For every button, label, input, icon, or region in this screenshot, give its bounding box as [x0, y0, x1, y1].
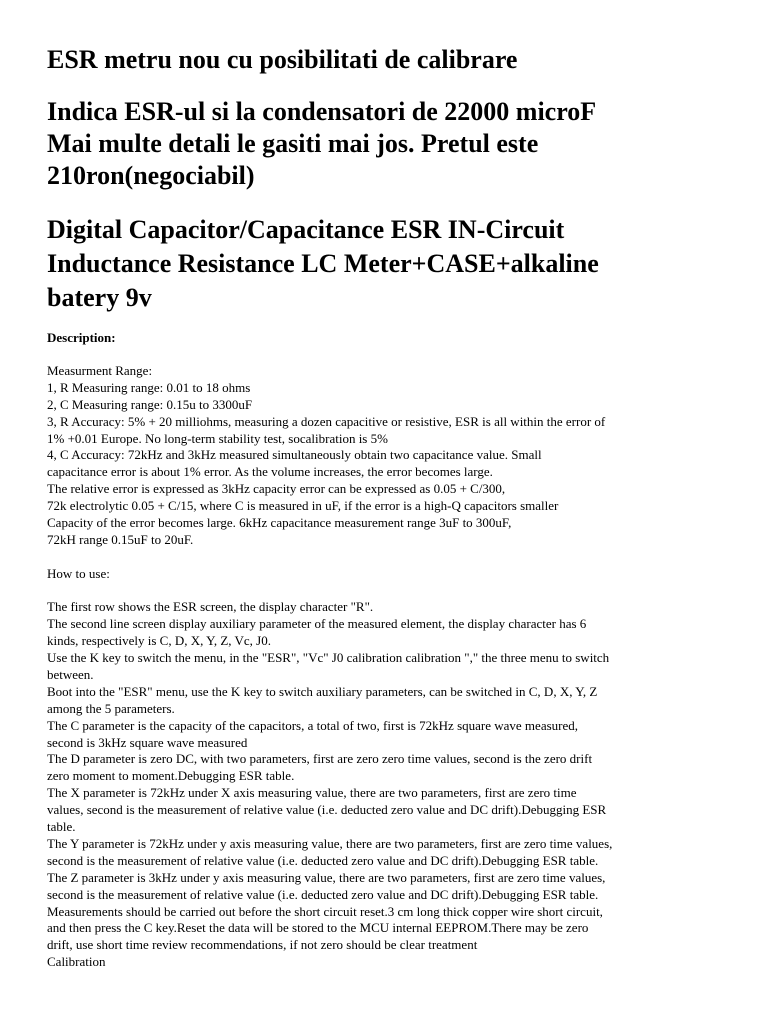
description-line: 3, R Accuracy: 5% + 20 milliohms, measuring a dozen capacitive or resistive, ESR is all within the error of: [47, 413, 606, 429]
price-subtitle: [47, 96, 747, 192]
product-heading: [47, 213, 747, 315]
description-line: The second line screen display auxiliary parameter of the measured element, the display character has 6: [47, 616, 587, 632]
description-line: among the 5 parameters.: [47, 700, 175, 716]
description-line: drift, use short time review recommendations, if not zero should be clear treatment: [47, 937, 478, 953]
description-line: 4, C Accuracy: 72kHz and 3kHz measured simultaneously obtain two capacitance value. Small: [47, 447, 542, 463]
description-line: 1, R Measuring range: 0.01 to 18 ohms: [47, 379, 251, 395]
description-line: second is the measurement of relative value (i.e. deducted zero value and DC drift).Debugging ESR table.: [47, 852, 599, 868]
description-line: The first row shows the ESR screen, the display character "R".: [47, 599, 374, 615]
description-line: capacitance error is about 1% error. As the volume increases, the error becomes large.: [47, 464, 493, 480]
description-line: The C parameter is the capacity of the capacitors, a total of two, first is 72kHz square wave measured,: [47, 717, 578, 733]
blank-line: [47, 549, 737, 566]
description-line: kinds, respectively is C, D, X, Y, Z, Vc, J0.: [47, 633, 271, 649]
description-line: The Z parameter is 3kHz under y axis measuring value, there are two parameters, first are zero time values,: [47, 869, 606, 885]
description-line: table.: [47, 819, 76, 835]
description-line: and then press the C key.Reset the data will be stored to the MCU internal EEPROM.There may be zero: [47, 920, 589, 936]
subtitle-line: 210ron(negociabil): [47, 161, 255, 190]
product-heading-line: Digital Capacitor/Capacitance ESR IN-Circuit: [47, 215, 565, 244]
product-heading-line: batery 9v: [47, 283, 152, 312]
subtitle-line: Mai multe detali le gasiti mai jos. Pretul este: [47, 129, 539, 158]
description-line: 72k electrolytic 0.05 + C/15, where C is measured in uF, if the error is a high-Q capacitors smaller: [47, 498, 559, 514]
description-label: Description:: [47, 330, 116, 345]
page-title: ESR metru nou cu posibilitati de calibrare: [47, 45, 518, 74]
description-line: second is 3kHz square wave measured: [47, 734, 248, 750]
blank-line: [47, 583, 737, 600]
description-line: How to use:: [47, 565, 110, 581]
description-line: Measurment Range:: [47, 363, 153, 378]
description-line: The Y parameter is 72kHz under y axis measuring value, there are two parameters, first are zero time values,: [47, 835, 613, 851]
description-line: Use the K key to switch the menu, in the "ESR", "Vc" J0 calibration calibration "," the three menu to switch: [47, 650, 610, 666]
description-line: Calibration: [47, 954, 106, 970]
description-line: values, second is the measurement of relative value (i.e. deducted zero value and DC drift).Debugging ESR: [47, 802, 607, 818]
subtitle-line: Indica ESR-ul si la condensatori de 22000 microF: [47, 97, 597, 126]
description-line: Capacity of the error becomes large. 6kHz capacitance measurement range 3uF to 300uF,: [47, 515, 512, 531]
description-line: The D parameter is zero DC, with two parameters, first are zero zero time values, second is the zero drift: [47, 751, 593, 767]
description-line: Boot into the "ESR" menu, use the K key to switch auxiliary parameters, can be switched in C, D, X, Y, Z: [47, 683, 598, 699]
description-line: 2, C Measuring range: 0.15u to 3300uF: [47, 396, 253, 412]
description-line: between.: [47, 667, 94, 683]
description-line: Measurements should be carried out before the short circuit reset.3 cm long thick copper wire short circuit,: [47, 903, 603, 919]
description-body: [47, 363, 737, 971]
product-heading-line: Inductance Resistance LC Meter+CASE+alkaline: [47, 249, 599, 278]
description-line: 1% +0.01 Europe. No long-term stability test, socalibration is 5%: [47, 430, 388, 446]
description-line: The relative error is expressed as 3kHz capacity error can be expressed as 0.05 + C/300,: [47, 481, 506, 497]
description-line: second is the measurement of relative value (i.e. deducted zero value and DC drift).Debugging ESR table.: [47, 886, 599, 902]
description-line: 72kH range 0.15uF to 20uF.: [47, 531, 194, 547]
description-line: zero moment to moment.Debugging ESR table.: [47, 768, 295, 784]
description-line: The X parameter is 72kHz under X axis measuring value, there are two parameters, first are zero time: [47, 785, 577, 801]
